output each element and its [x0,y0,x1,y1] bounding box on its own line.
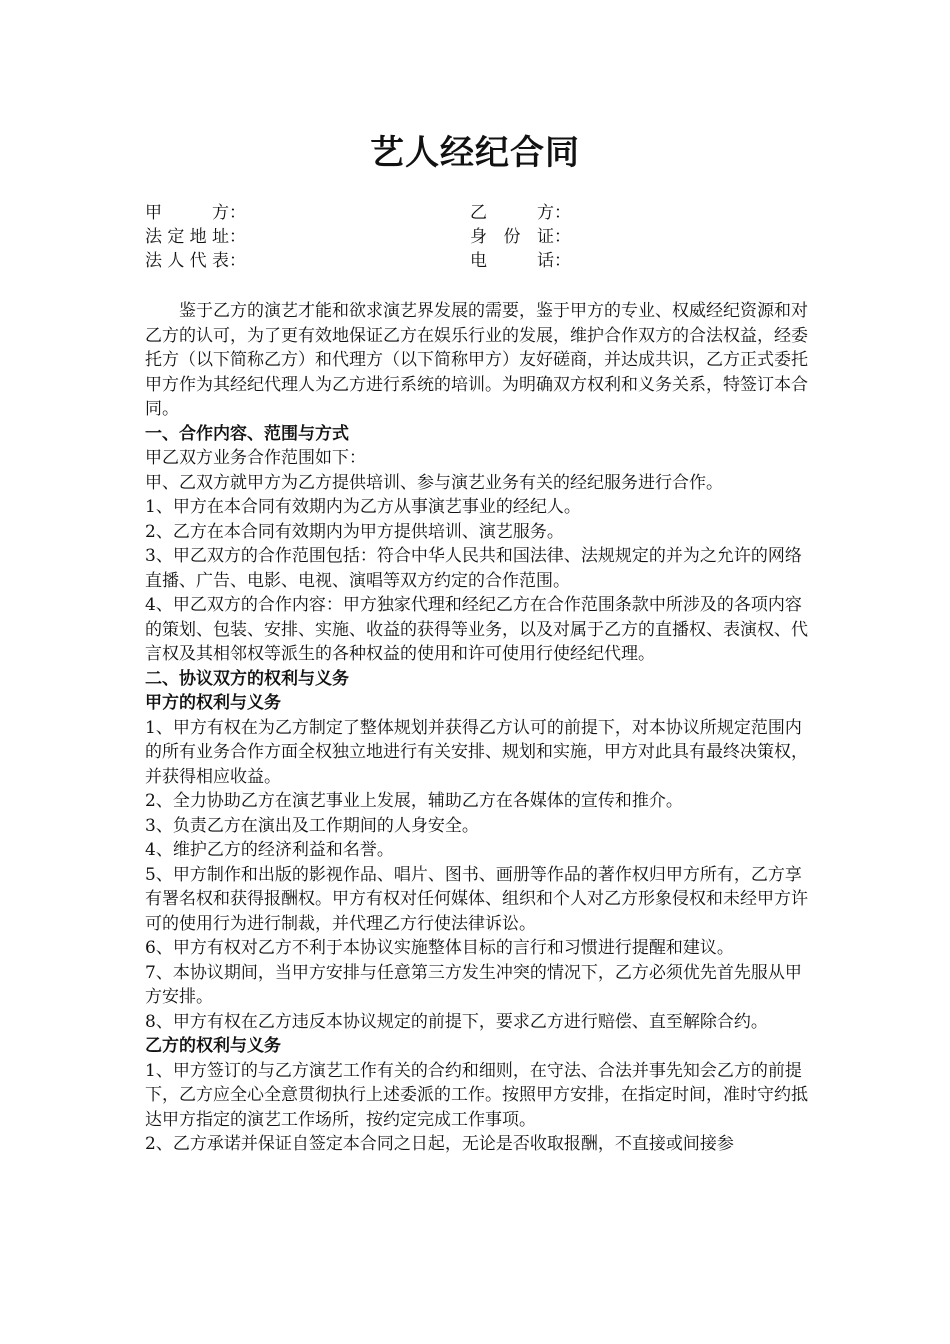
body-paragraph: 甲、乙双方就甲方为乙方提供培训、参与演艺业务有关的经纪服务进行合作。 [145,472,723,493]
field-colon: ： [229,203,246,223]
party-row [145,225,805,249]
field-colon: ： [229,227,246,247]
clause-paragraph: 2、乙方在本合同有效期内为甲方提供培训、演艺服务。 [145,521,564,542]
field-colon: ： [229,251,246,271]
clause-paragraph: 4、甲乙双方的合作内容：甲方独家代理和经纪乙方在合作范围条款中所涉及的各项内容的策划、包装、安排、实施、收益的获得等业务，以及对属于乙方的直播权、表演权、代言权及其相邻权等派生的各种权益的使用和许可使用行使经纪代理。 [145,595,808,664]
party-b-name-field [470,201,571,225]
clause-paragraph: 3、负责乙方在演出及工作期间的人身安全。 [145,815,479,836]
phone-field [470,249,571,273]
id-card-field [470,225,571,249]
party-a-name-field [145,201,246,225]
clause-paragraph: 6、甲方有权对乙方不利于本协议实施整体目标的言行和习惯进行提醒和建议。 [145,938,734,958]
party-a-label: 甲方 [145,203,229,223]
clause-paragraph: 4、维护乙方的经济利益和名誉。 [145,840,394,860]
field-colon: ： [554,203,571,223]
document-title: 艺人经纪合同 [370,133,580,173]
legal-address-label: 法定地址 [145,227,229,247]
party-row [145,201,805,225]
phone-label: 电话 [470,251,554,271]
subsection-heading: 乙方的权利与义务 [145,1036,281,1056]
clause-paragraph: 1、甲方签订的与乙方演艺工作有关的合约和细则，在守法、合法并事先知会乙方的前提下，乙方应全心全意贯彻执行上述委派的工作。按照甲方安排，在指定时间，准时守约抵达甲方指定的演艺工作场所，按约定完成工作事项。 [145,1060,808,1130]
clause-paragraph: 3、甲乙双方的合作范围包括：符合中华人民共和国法律、法规规定的并为之允许的网络直播、广告、电影、电视、演唱等双方约定的合作范围。 [145,546,802,591]
section-heading: 二、协议双方的权利与义务 [145,668,349,689]
clause-paragraph: 1、甲方在本合同有效期内为乙方从事演艺事业的经纪人。 [145,497,581,517]
clause-paragraph: 8、甲方有权在乙方违反本协议规定的前提下，要求乙方进行赔偿、直至解除合约。 [145,1011,768,1032]
party-info-block [145,201,805,273]
id-card-label: 身份证 [470,227,554,247]
clause-paragraph: 2、乙方承诺并保证自签定本合同之日起，无论是否收取报酬，不直接或间接参 [145,1134,734,1154]
subsection-heading: 甲方的权利与义务 [145,693,281,713]
party-b-label: 乙方 [470,203,554,223]
contract-body [145,299,813,1157]
field-colon: ： [554,251,571,271]
body-paragraph: 甲乙双方业务合作范围如下： [145,448,366,468]
legal-representative-label: 法人代表 [145,251,229,271]
field-colon: ： [554,227,571,247]
legal-address-field [145,225,246,249]
clause-paragraph: 5、甲方制作和出版的影视作品、唱片、图书、画册等作品的著作权归甲方所有，乙方享有署名权和获得报酬权。甲方有权对任何媒体、组织和个人对乙方形象侵权和未经甲方许可的使用行为进行制裁，并代理乙方行使法律诉讼。 [145,864,808,934]
clause-paragraph: 1、甲方有权在为乙方制定了整体规划并获得乙方认可的前提下，对本协议所规定范围内的所有业务合作方面全权独立地进行有关安排、规划和实施，甲方对此具有最终决策权，并获得相应收益。 [145,717,808,787]
preamble-paragraph: 鉴于乙方的演艺才能和欲求演艺界发展的需要，鉴于甲方的专业、权威经纪资源和对乙方的认可，为了更有效地保证乙方在娱乐行业的发展，维护合作双方的合法权益，经委托方（以下简称乙方）和代理方（以下简称甲方）友好磋商，并达成共识，乙方正式委托甲方作为其经纪代理人为乙方进行系统的培训。为明确双方权利和义务关系，特签订本合同。 [145,301,808,419]
party-row [145,249,805,273]
clause-paragraph: 7、本协议期间，当甲方安排与任意第三方发生冲突的情况下，乙方必须优先首先服从甲方安排。 [145,962,802,1007]
clause-paragraph: 2、全力协助乙方在演艺事业上发展，辅助乙方在各媒体的宣传和推介。 [145,791,683,811]
section-heading: 一、合作内容、范围与方式 [145,423,349,444]
legal-representative-field [145,249,246,273]
